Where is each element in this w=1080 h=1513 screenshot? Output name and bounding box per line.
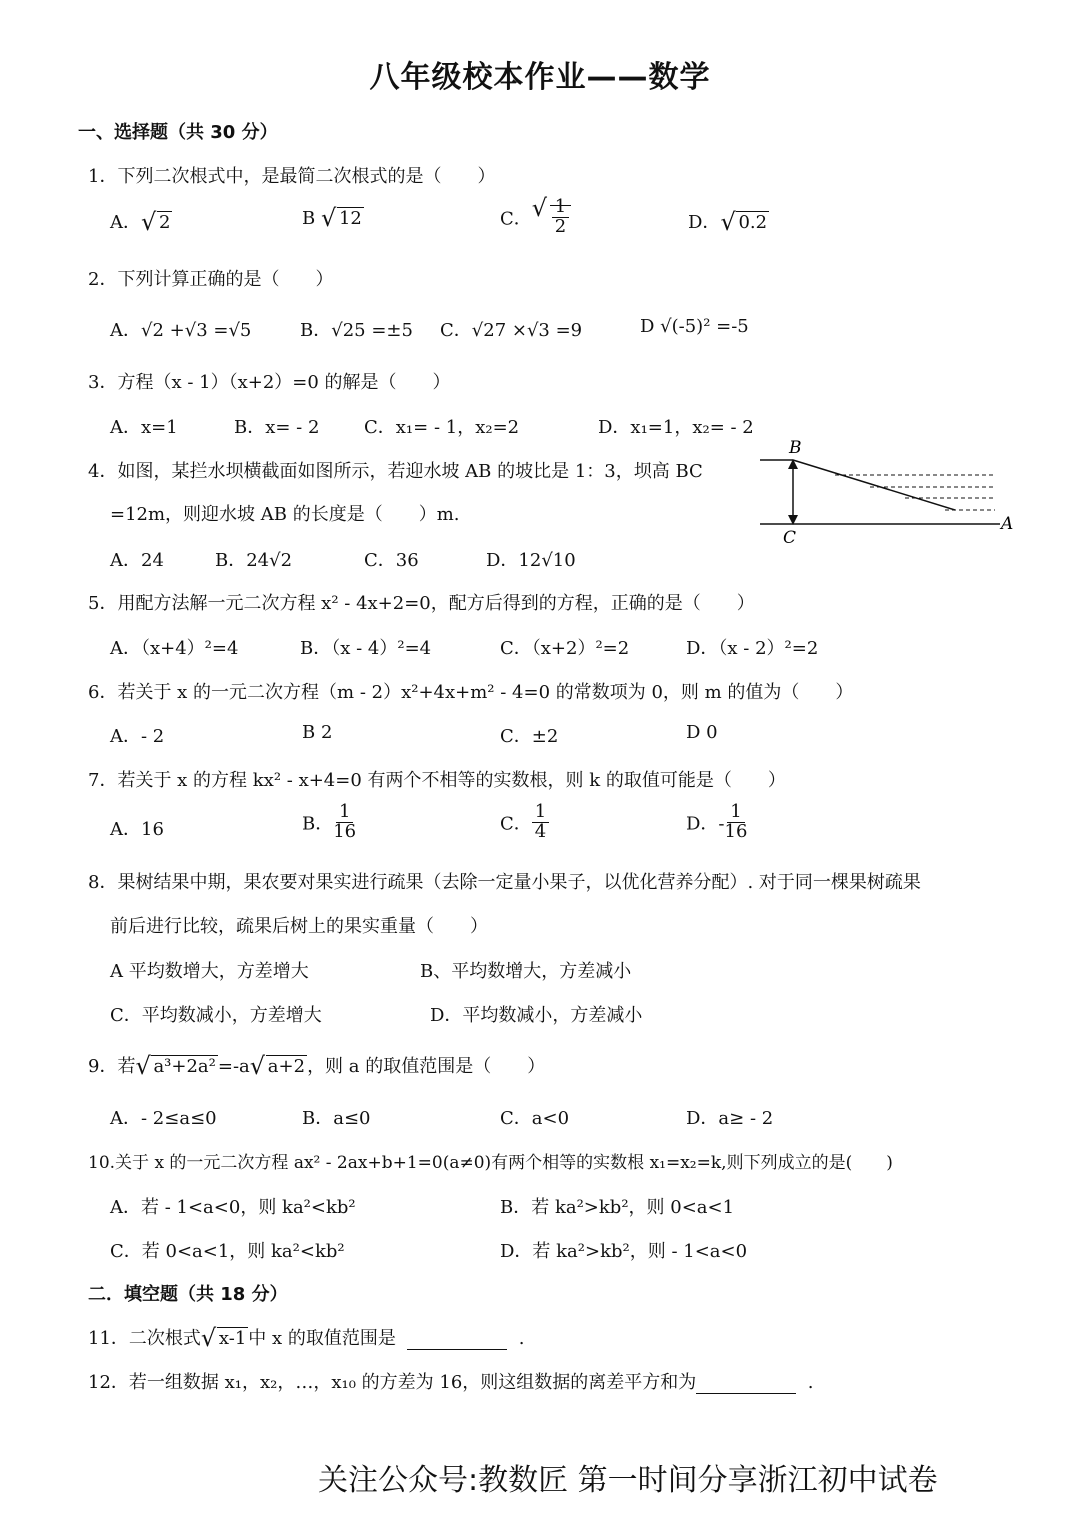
question-9-option-d: D．a≥ - 2: [686, 1108, 774, 1129]
question-5-option-c: C．（x+2）²=2: [500, 638, 630, 659]
question-2-option-d: D √(-5)² =-5: [640, 316, 749, 337]
question-10-option-d: D．若 ka²>kb²，则 - 1<a<0: [500, 1241, 748, 1262]
label-a: A: [1001, 514, 1014, 534]
answer-blank-11[interactable]: [407, 1328, 507, 1350]
question-5-option-a: A．（x+4）²=4: [110, 638, 239, 659]
question-2-stem: 2．下列计算正确的是（ ）: [88, 269, 334, 290]
question-3-option-d: D．x₁=1，x₂= - 2: [598, 417, 754, 438]
question-7-stem: 7．若关于 x 的方程 kx² - x+4=0 有两个不相等的实数根，则 k 的取值可能是（ ）: [88, 770, 786, 791]
question-7-option-c: C． $\frac{1}{4}$: [500, 803, 549, 842]
page-title: 八年级校本作业——数学: [369, 60, 711, 95]
question-5-option-b: B．（x - 4）²=4: [300, 638, 432, 659]
question-4-option-b: B．24√2: [215, 550, 293, 571]
question-1-option-c: C． √ $\frac{1}{2}$: [500, 198, 571, 237]
question-10-option-b: B．若 ka²>kb²，则 0<a<1: [500, 1197, 735, 1218]
question-9-stem: 9．若√ a³+2a² =-a√ a+2 ，则 a 的取值范围是（ ）: [88, 1052, 545, 1078]
question-4-stem-line2: =12m，则迎水坡 AB 的长度是（ ）m.: [110, 504, 460, 525]
question-4-option-a: A．24: [110, 550, 164, 571]
question-9-option-c: C．a<0: [500, 1108, 570, 1129]
question-7-option-a: A．16: [110, 819, 164, 840]
question-4-option-c: C．36: [364, 550, 419, 571]
label-c: C: [783, 528, 797, 548]
section-fill-heading: 二．填空题（共 18 分）: [88, 1284, 288, 1305]
question-5-stem: 5．用配方法解一元二次方程 x² - 4x+2=0，配方后得到的方程，正确的是（ ）: [88, 593, 755, 614]
question-3-stem: 3．方程（x - 1）（x+2）=0 的解是（ ）: [88, 372, 451, 393]
question-2-option-c: C．√27 ×√3 =9: [440, 320, 583, 341]
question-8-stem-line2: 前后进行比较，疏果后树上的果实重量（ ）: [110, 916, 488, 937]
question-8-stem-line1: 8．果树结果中期，果农要对果实进行疏果（去除一定量小果子，以优化营养分配）. 对于同一棵果树疏果: [88, 872, 921, 893]
question-10-option-a: A．若 - 1<a<0，则 ka²<kb²: [110, 1197, 356, 1218]
question-6-option-b: B 2: [302, 722, 333, 743]
dam-cross-section-figure: [755, 435, 1025, 550]
question-1-option-d: D．√ 0.2: [688, 208, 769, 234]
question-2-option-a: A．√2 +√3 =√5: [110, 320, 252, 341]
question-6-stem: 6．若关于 x 的一元二次方程（m - 2）x²+4x+m² - 4=0 的常数项为 0，则 m 的值为（ ）: [88, 682, 854, 703]
question-3-option-a: A．x=1: [110, 417, 178, 438]
question-1-option-a: A．√ 2: [110, 208, 172, 234]
question-5-option-d: D．（x - 2）²=2: [686, 638, 819, 659]
question-4-option-d: D．12√10: [486, 550, 576, 571]
question-10-stem: 10.关于 x 的一元二次方程 ax² - 2ax+b+1=0(a≠0)有两个相等的实数根 x₁=x₂=k,则下列成立的是( ): [88, 1153, 893, 1173]
question-4-stem-line1: 4．如图，某拦水坝横截面如图所示，若迎水坡 AB 的坡比是 1：3，坝高 BC: [88, 461, 703, 482]
answer-blank-12[interactable]: [696, 1372, 796, 1394]
question-6-option-a: A．- 2: [110, 726, 165, 747]
question-12-stem: 12．若一组数据 x₁，x₂，…，x₁₀ 的方差为 16，则这组数据的离差平方和为 .: [88, 1372, 814, 1393]
question-7-option-b: B． $\frac{1}{16}$: [302, 801, 357, 842]
question-8-option-a: A 平均数增大，方差增大: [110, 961, 309, 982]
question-8-option-c: C．平均数减小，方差增大: [110, 1005, 322, 1026]
question-6-option-c: C．±2: [500, 726, 559, 747]
question-3-option-c: C．x₁= - 1，x₂=2: [364, 417, 520, 438]
question-8-option-b: B、平均数增大，方差减小: [420, 961, 632, 982]
question-1-stem: 1．下列二次根式中，是最简二次根式的是（ ）: [88, 166, 496, 187]
question-11-stem: 11．二次根式√ x-1 中 x 的取值范围是 .: [88, 1324, 525, 1350]
question-10-option-c: C．若 0<a<1，则 ka²<kb²: [110, 1241, 345, 1262]
question-6-option-d: D 0: [686, 722, 718, 743]
question-2-option-b: B．√25 =±5: [300, 320, 413, 341]
section-choice-heading: 一、选择题（共 30 分）: [78, 122, 278, 143]
label-b: B: [789, 438, 802, 458]
footer-promo: 关注公众号:教数匠 第一时间分享浙江初中试卷: [318, 1463, 938, 1498]
question-1-option-b: B √ 12: [302, 208, 364, 229]
question-7-option-d: D．- $\frac{1}{16}$: [686, 801, 748, 842]
question-8-option-d: D．平均数减小，方差减小: [430, 1005, 643, 1026]
question-9-option-a: A．- 2≤a≤0: [110, 1108, 217, 1129]
slope-ab: [793, 460, 955, 510]
question-3-option-b: B．x= - 2: [234, 417, 320, 438]
question-9-option-b: B．a≤0: [302, 1108, 371, 1129]
